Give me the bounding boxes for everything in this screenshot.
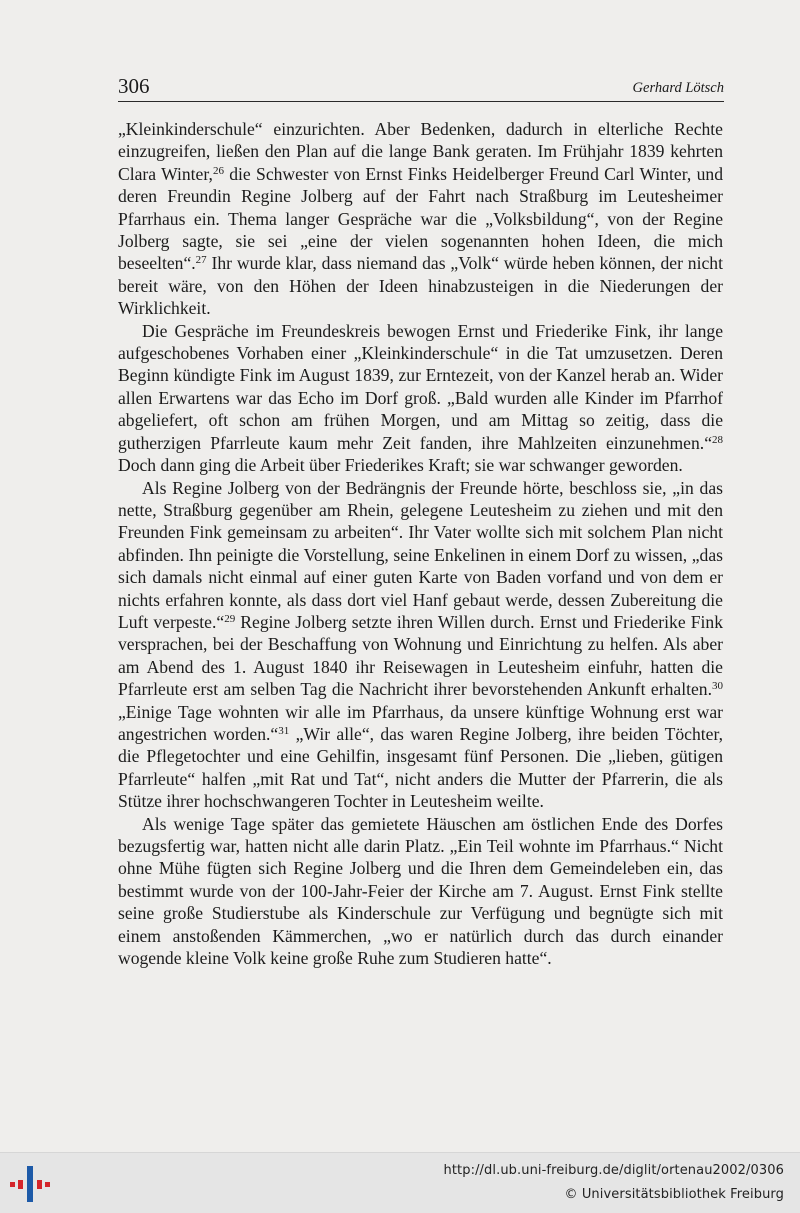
paragraph-text: Regine Jolberg setzte ihren Willen durch. Ernst und Friederike Fink versprachen, bei der Beschaffung von Wohnung und Einrichtung zu helfen. Als aber am Abend des 1. August 1840 ihr Reisewagen in Leutesheim einfuhr, hatten die Pfarrleute erst am selben Tag die Nachricht ihrer bevorstehenden Ankunft erhalten.	[118, 611, 723, 700]
header-rule	[118, 101, 724, 102]
footnote-ref: 26	[212, 164, 224, 177]
paragraph-text: Doch dann ging die Arbeit über Friederikes Kraft; sie war schwanger geworden.	[118, 455, 683, 476]
footnote-ref: 31	[278, 724, 290, 737]
page-number: 306	[118, 74, 150, 98]
paragraph-text: Als Regine Jolberg von der Bedrängnis der Freunde hörte, beschloss sie, „in das nette, Straßburg gegenüber am Rhein, gelegene Leutesheim zu ziehen und mit den Freunden Fink gemeinsam zu arbeiten“. Ihr Vater wollte sich mit solchem Plan nicht abfinden. Ihn peinigte die Vorstellung, seine Enkelinen in einem Dorf zu wissen, „das sich damals nicht einmal auf einer guten Karte von Baden vorfand und von dem er nichts erfahren konnte, als dass dort viel Hanf gebaut werde, dessen Zubereitung die Luft verpeste.“	[118, 477, 723, 632]
paragraph-text: „Kleinkinderschule“ einzurichten. Aber Bedenken, dadurch in elterliche Rechte einzugreifen, ließen den Plan auf die lange Bank geraten. Im Frühjahr 1839 kehrten Clara Winter,	[118, 119, 723, 184]
footnote-ref: 27	[195, 254, 207, 267]
logo-red-dot-left	[10, 1182, 15, 1187]
viewer-footer	[0, 1152, 800, 1213]
paragraph-text: Ihr wurde klar, dass niemand das „Volk“ würde heben können, der nicht bereit wäre, von den Höhen der Ideen hinabzusteigen in die Niederungen der Wirklichkeit.	[118, 253, 723, 319]
running-head-author: Gerhard Lötsch	[632, 80, 724, 96]
permalink-url[interactable]: http://dl.ub.uni-freiburg.de/diglit/ortenau2002/0306	[443, 1163, 784, 1178]
copyright-notice: © Universitätsbibliothek Freiburg	[564, 1187, 784, 1202]
paragraph-text: „Wir alle“, das waren Regine Jolberg, ihre beiden Töchter, die Pflegetochter und eine Gehilfin, insgesamt fünf Personen. Die „lieben, gütigen Pfarrleute“ halfen „mit Rat und Tat“, nicht anders die Mutter der Pfarrerin, die als Stütze ihrer hochschwangeren Tochter in Leutesheim weilte.	[118, 723, 723, 812]
paragraph	[118, 477, 723, 813]
paragraph	[118, 118, 723, 320]
page-header	[118, 72, 724, 102]
library-logo-icon	[8, 1163, 52, 1205]
paragraph-text: Die Gespräche im Freundeskreis bewogen Ernst und Friederike Fink, ihr lange aufgeschobenes Vorhaben einer „Kleinkinderschule“ in die Tat umzusetzen. Deren Beginn kündigte Fink im August 1839, zur Erntezeit, von der Kanzel herab an. Wider allen Erwartens war das Echo im Dorf groß. „Bald wurden alle Kinder im Pfarrhof abgeliefert, oft schon am frühen Morgen, und am Mittag so zeitig, dass die gutherzigen Pfarrleute kaum mehr Zeit fanden, ihre Mahlzeiten einzunehmen.“	[118, 320, 723, 453]
paragraph	[118, 320, 723, 477]
footnote-ref: 30	[712, 680, 723, 693]
logo-red-bar-right	[37, 1180, 42, 1189]
paragraph-text: „Einige Tage wohnten wir alle im Pfarrhaus, da unsere künftige Wohnung erst war angestrichen worden.“	[118, 701, 723, 744]
body-text	[118, 118, 723, 969]
logo-red-bar	[18, 1180, 23, 1189]
logo-red-dot-right	[45, 1182, 50, 1187]
footnote-ref: 29	[224, 612, 236, 625]
footnote-ref: 28	[712, 433, 723, 446]
paragraph-text: Als wenige Tage später das gemietete Häuschen am östlichen Ende des Dorfes bezugsfertig war, hatten nicht alle darin Platz. „Ein Teil wohnte im Pfarrhaus.“ Nicht ohne Mühe fügten sich Regine Jolberg und die Ihren dem Gemeindeleben ein, das bestimmt wurde von der 100-Jahr-Feier der Kirche am 7. August. Ernst Fink stellte seine große Studierstube als Kinderschule zur Verfügung und begnügte sich mit einem anstoßenden Kämmerchen, „wo er natürlich durch das durch einander wogende kleine Volk keine große Ruhe zum Studieren hatte“.	[118, 813, 723, 969]
paragraph-text: die Schwester von Ernst Finks Heidelberger Freund Carl Winter, und deren Freundin Regine Jolberg auf der Fahrt nach Straßburg im Leutesheimer Pfarrhaus ein. Thema langer Gespräche war die „Volksbildung“, von der Regine Jolberg sagte, sie sei „eine der vielen sogenannten hohen Ideen, die mich beseelten“.	[118, 163, 723, 274]
paragraph	[118, 813, 723, 970]
logo-blue-stem	[27, 1166, 33, 1202]
